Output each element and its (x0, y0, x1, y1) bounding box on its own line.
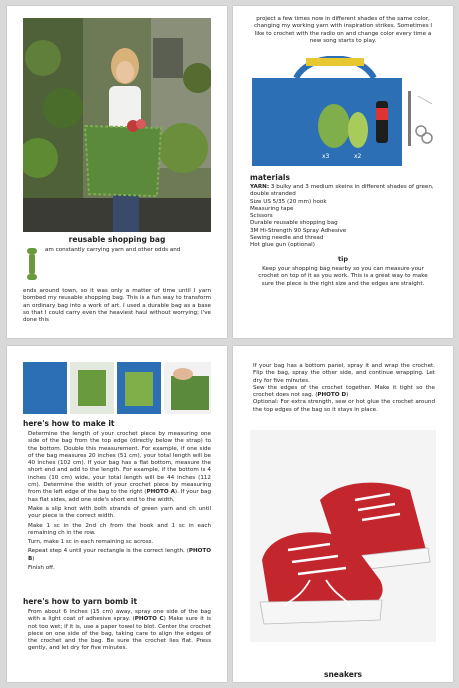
paragraph: If your bag has a bottom panel, spray it and wrap the crochet. Flip the bag, spray the other side, and continue wrapping. Let dry for five minutes. (253, 363, 435, 384)
page-2 (233, 6, 453, 338)
page-title: reusable shopping bag (68, 235, 166, 244)
list-item: Finish off. (28, 565, 55, 572)
list-item: Sewing needle and thread (250, 235, 324, 242)
list-item: Durable reusable shopping bag (250, 220, 338, 227)
paragraph: Optional: For extra strength, sew or hot glue the crochet around the top edges of the bag so it stays in place. (253, 399, 435, 413)
list-item: Scissors (250, 213, 273, 220)
sneakers-photo (250, 430, 436, 642)
page-4 (233, 346, 453, 682)
woman-with-bag-photo (23, 18, 211, 232)
list-item: Repeat step 4 until your rectangle is the correct length. (PHOTO B) (28, 548, 211, 562)
list-item: Hot glue gun (optional) (250, 242, 315, 249)
list-item: Turn, make 1 sc in each remaining sc across. (28, 539, 154, 546)
materials-photo (250, 56, 436, 168)
crochet-letter-i-icon (23, 246, 41, 282)
materials-yarn: YARN: 3 bulky and 3 medium skeins in different shades of green, double stranded (250, 184, 434, 198)
steps-list (28, 431, 211, 574)
list-item: Make 1 sc in the 2nd ch from the hook and 1 sc in each remaining ch in the row. (28, 522, 211, 536)
quantity-label: x3 (322, 153, 330, 160)
intro-text: am constantly carrying yarn and other odds and (45, 247, 181, 253)
paragraph: Sew the edges of the crochet together. Make it tight so the crochet does not sag. (PHOTO D) (253, 384, 435, 399)
continued-text: project a few times now in different shades of the same color, changing my working yarn with inspiration strikes. Sometimes I like to crochet with the radio on and change color every time a new song starts to play. (253, 16, 433, 44)
page-1 (7, 6, 227, 338)
list-item: Size US 5/35 (20 mm) hook (250, 198, 327, 205)
page-3 (7, 346, 227, 682)
section-heading: here's how to yarn bomb it (23, 597, 138, 606)
yarn-bomb-text: From about 6 inches (15 cm) away, spray one side of the bag with a light coat of adhesive spray. (PHOTO C) Make sure it is not too wet; if it is, use a paper towel to blot. Center the crochet piece on one side of the bag, taking care to align the edges of the crochet and the bag. Be sure the crochet lies flat. Press gently, and let dry for five minutes. (28, 609, 211, 652)
body-text: ends around town, so it was only a matter of time until I yarn bombed my reusable shopping bag. This is a fun way to transform an ordinary bag into a work of art. I used a durable bag as a base so that I could carry even the heaviest haul without worrying; I've done this (23, 288, 211, 324)
tip-text: Keep your shopping bag nearby so you can measure your crochet on top of it as you work. This is a great way to make sure the piece is the right size and the edges are straight. (258, 266, 428, 287)
list-item: 3M Hi-Strength 90 Spray Adhesive (250, 227, 347, 234)
section-heading: here's how to make it (23, 419, 115, 428)
continued-text (253, 363, 435, 414)
page-title: sneakers (324, 670, 362, 679)
list-item: Determine the length of your crochet piece by measuring one side of the bag from the top edge (directly below the strap) to the bottom. Double this measurement. For example, if one side of the bag measures 20 inches (51 cm), your total length will be 40 inches (102 cm). If your bag has a flat bottom, measure the short end and add to the length. For example, if the bottom is 4 inches (10 cm) wide, your total length will be 44 inches (112 cm). Determine the width of your crochet piece by measuring from the left edge of the bag to the right (PHOTO A). If your bag has flat sides, add one side's short end to the width. (28, 431, 211, 503)
materials-list (250, 184, 436, 250)
quantity-label: x2 (354, 153, 362, 160)
tip-heading: tip (338, 255, 348, 263)
how-to-photo-strip (23, 362, 211, 414)
materials-heading: materials (250, 173, 290, 182)
list-item: Measuring tape (250, 205, 294, 212)
list-item: Make a slip knot with both strands of green yarn and ch until your piece is the correct width. (28, 505, 211, 520)
